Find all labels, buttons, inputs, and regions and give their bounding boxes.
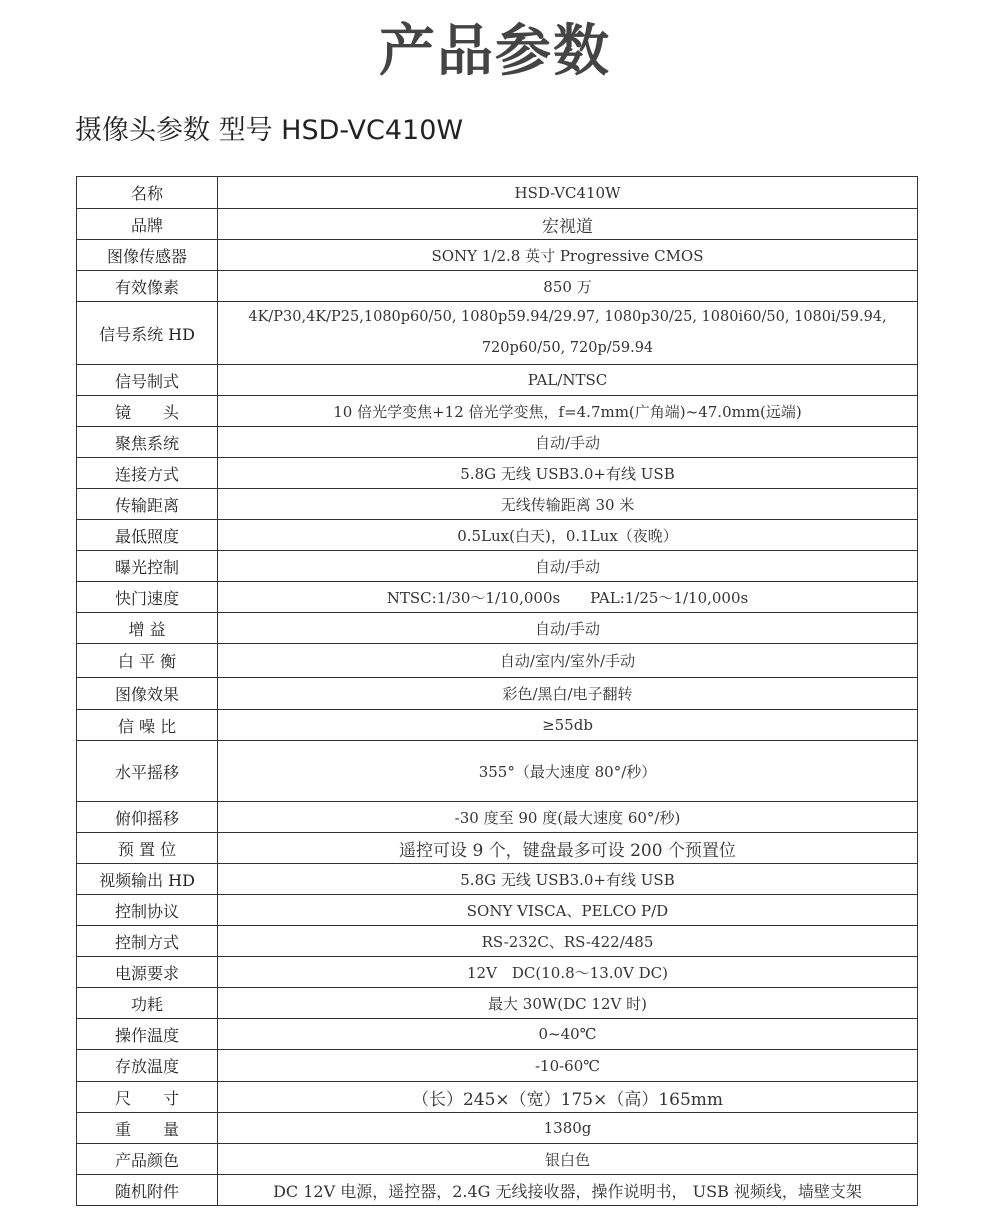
spec-value: 0~40℃ (218, 1019, 918, 1050)
spec-label: 增 益 (77, 613, 218, 644)
table-row (77, 710, 918, 741)
spec-label: 镜 头 (77, 396, 218, 427)
spec-label: 连接方式 (77, 458, 218, 489)
spec-label: 操作温度 (77, 1019, 218, 1050)
spec-value: 最大 30W(DC 12V 时) (218, 988, 918, 1019)
table-row (77, 396, 918, 427)
spec-label: 尺 寸 (77, 1082, 218, 1113)
spec-label: 图像传感器 (77, 240, 218, 271)
spec-label: 快门速度 (77, 582, 218, 613)
spec-label: 名称 (77, 177, 218, 209)
table-row (77, 177, 918, 209)
spec-value: SONY 1/2.8 英寸 Progressive CMOS (218, 240, 918, 271)
table-row (77, 957, 918, 988)
spec-value: 4K/P30,4K/P25,1080p60/50, 1080p59.94/29.97, 1080p30/25, 1080i60/50, 1080i/59.94, 720p60/50, 720p/59.94 (218, 302, 918, 365)
spec-value: 355°（最大速度 80°/秒） (218, 741, 918, 802)
spec-label: 品牌 (77, 209, 218, 240)
table-row (77, 1082, 918, 1113)
table-row (77, 1113, 918, 1144)
spec-label: 最低照度 (77, 520, 218, 551)
spec-label: 信 噪 比 (77, 710, 218, 741)
table-row (77, 1144, 918, 1175)
table-row (77, 302, 918, 365)
table-row (77, 365, 918, 396)
spec-label: 白 平 衡 (77, 644, 218, 678)
spec-label: 控制协议 (77, 895, 218, 926)
spec-value: 彩色/黑白/电子翻转 (218, 678, 918, 710)
spec-label: 信号制式 (77, 365, 218, 396)
table-row (77, 613, 918, 644)
table-row (77, 833, 918, 864)
spec-label: 功耗 (77, 988, 218, 1019)
spec-value: ≥55db (218, 710, 918, 741)
spec-value: 0.5Lux(白天)，0.1Lux（夜晚） (218, 520, 918, 551)
page-title: 产品参数 (379, 19, 611, 84)
table-row (77, 271, 918, 302)
spec-label: 电源要求 (77, 957, 218, 988)
spec-value: 12V DC(10.8～13.0V DC) (218, 957, 918, 988)
spec-value: 自动/手动 (218, 427, 918, 458)
spec-value: 850 万 (218, 271, 918, 302)
table-row (77, 678, 918, 710)
spec-value: NTSC:1/30～1/10,000s PAL:1/25～1/10,000s (218, 582, 918, 613)
spec-value: 5.8G 无线 USB3.0+有线 USB (218, 458, 918, 489)
spec-value: （长）245×（宽）175×（高）165mm (218, 1082, 918, 1113)
spec-label: 传输距离 (77, 489, 218, 520)
spec-label: 随机附件 (77, 1175, 218, 1206)
table-row (77, 582, 918, 613)
table-row (77, 209, 918, 240)
spec-label: 存放温度 (77, 1050, 218, 1082)
table-row (77, 1019, 918, 1050)
spec-label: 信号系统 HD (77, 302, 218, 365)
spec-label: 图像效果 (77, 678, 218, 710)
spec-value: 自动/手动 (218, 613, 918, 644)
spec-value: 无线传输距离 30 米 (218, 489, 918, 520)
spec-value: -10-60℃ (218, 1050, 918, 1082)
table-row (77, 644, 918, 678)
spec-value: 遥控可设 9 个，键盘最多可设 200 个预置位 (218, 833, 918, 864)
spec-value: 宏视道 (218, 209, 918, 240)
table-row (77, 240, 918, 271)
spec-label: 有效像素 (77, 271, 218, 302)
spec-value: 自动/室内/室外/手动 (218, 644, 918, 678)
table-row (77, 489, 918, 520)
spec-value: RS-232C、RS-422/485 (218, 926, 918, 957)
section-heading: 摄像头参数 型号 HSD-VC410W (75, 115, 464, 146)
spec-label: 预 置 位 (77, 833, 218, 864)
spec-label: 视频输出 HD (77, 864, 218, 895)
spec-value: 5.8G 无线 USB3.0+有线 USB (218, 864, 918, 895)
table-row (77, 427, 918, 458)
table-row (77, 895, 918, 926)
spec-label: 曝光控制 (77, 551, 218, 582)
spec-label: 重 量 (77, 1113, 218, 1144)
spec-label: 俯仰摇移 (77, 802, 218, 833)
spec-table (76, 176, 918, 1206)
table-row (77, 458, 918, 489)
spec-value: SONY VISCA、PELCO P/D (218, 895, 918, 926)
table-row (77, 551, 918, 582)
spec-label: 水平摇移 (77, 741, 218, 802)
spec-value: DC 12V 电源，遥控器，2.4G 无线接收器，操作说明书， USB 视频线，墙壁支架 (218, 1175, 918, 1206)
table-row (77, 802, 918, 833)
spec-label: 控制方式 (77, 926, 218, 957)
spec-value: 自动/手动 (218, 551, 918, 582)
spec-label: 产品颜色 (77, 1144, 218, 1175)
spec-label: 聚焦系统 (77, 427, 218, 458)
spec-value: HSD-VC410W (218, 177, 918, 209)
table-row (77, 1175, 918, 1206)
table-row (77, 926, 918, 957)
spec-value: 1380g (218, 1113, 918, 1144)
spec-value: -30 度至 90 度(最大速度 60°/秒) (218, 802, 918, 833)
spec-value: 10 倍光学变焦+12 倍光学变焦，f=4.7mm(广角端)~47.0mm(远端) (218, 396, 918, 427)
spec-value: 银白色 (218, 1144, 918, 1175)
table-row (77, 864, 918, 895)
spec-value: PAL/NTSC (218, 365, 918, 396)
table-row (77, 741, 918, 802)
table-row (77, 988, 918, 1019)
table-row (77, 1050, 918, 1082)
table-row (77, 520, 918, 551)
